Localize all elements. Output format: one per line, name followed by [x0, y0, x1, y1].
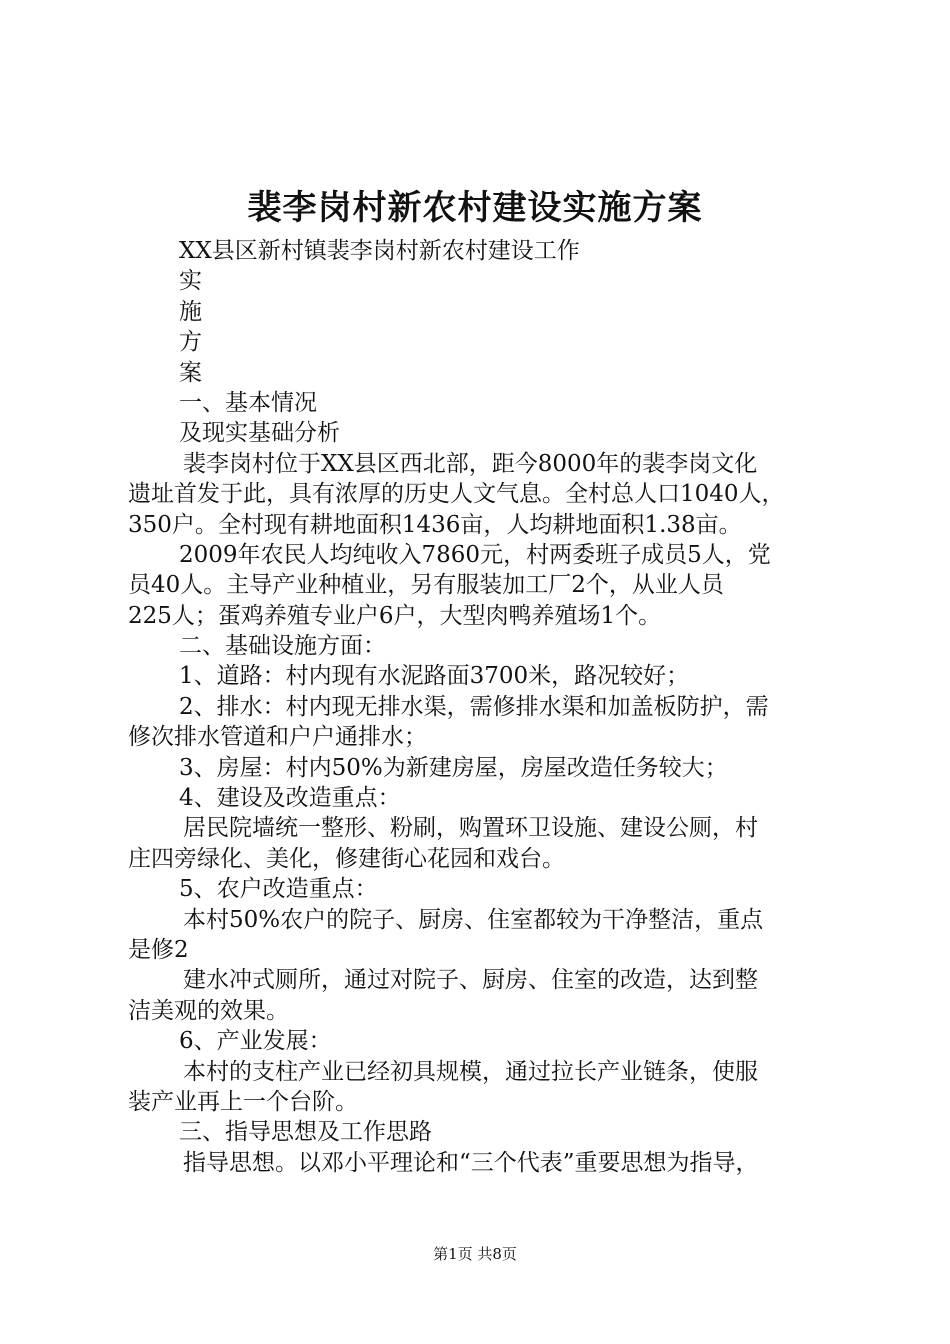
document-title: 裴李岗村新农村建设实施方案 [247, 188, 703, 228]
document-body [128, 236, 832, 1178]
text-line: 2、排水：村内现无排水渠，需修排水渠和加盖板防护，需 [179, 693, 769, 720]
text-line: 居民院墙统一整形、粉刷，购置环卫设施、建设公厕，村 [183, 815, 758, 842]
text-line: 6、产业发展： [179, 1028, 332, 1055]
text-line: 3、房屋：村内50%为新建房屋，房屋改造任务较大； [179, 754, 728, 781]
text-line: 庄四旁绿化、美化，修建街心花园和戏台。 [128, 845, 565, 872]
text-line: 指导思想。以邓小平理论和“三个代表”重要思想为指导， [183, 1149, 759, 1176]
page-footer: 第1页 共8页 [433, 1245, 517, 1263]
text-line: 4、建设及改造重点： [179, 785, 401, 812]
text-line: 及现实基础分析 [179, 420, 340, 447]
text-line: 5、农户改造重点： [179, 876, 378, 903]
text-line: 遗址首发于此，具有浓厚的历史人文气息。全村总人口1040人， [128, 481, 785, 508]
text-line: 三、指导思想及工作思路 [179, 1119, 432, 1146]
text-line: 修次排水管道和户户通排水； [128, 724, 427, 751]
text-line: 实 [179, 268, 202, 295]
text-line: 2009年农民人均纯收入7860元，村两委班子成员5人，党 [179, 541, 771, 568]
text-line: XX县区新村镇裴李岗村新农村建设工作 [179, 238, 580, 264]
text-line: 一、基本情况 [179, 389, 317, 416]
text-line: 建水冲式厕所，通过对院子、厨房、住室的改造，达到整 [183, 967, 758, 994]
text-line: 本村50%农户的院子、厨房、住室都较为干净整洁，重点 [183, 906, 764, 933]
text-line: 装产业再上一个台阶。 [128, 1088, 358, 1115]
text-line: 是修2 [128, 936, 189, 963]
text-line: 1、道路：村内现有水泥路面3700米，路况较好； [179, 663, 690, 690]
text-line: 225人；蛋鸡养殖专业户6户，大型肉鸭养殖场1个。 [128, 602, 662, 629]
text-line: 施 [179, 298, 202, 325]
text-line: 本村的支柱产业已经初具规模，通过拉长产业链条，使服 [183, 1058, 758, 1085]
text-line: 二、基础设施方面： [179, 633, 386, 660]
text-line: 员40人。主导产业种植业，另有服装加工厂2个，从业人员 [128, 572, 724, 599]
text-line: 裴李岗村位于XX县区西北部，距今8000年的裴李岗文化 [183, 450, 758, 477]
text-line: 方 [179, 329, 202, 356]
text-line: 350户。全村现有耕地面积1436亩，人均耕地面积1.38亩。 [128, 511, 742, 538]
text-line: 洁美观的效果。 [128, 997, 289, 1024]
text-line: 案 [179, 359, 202, 386]
